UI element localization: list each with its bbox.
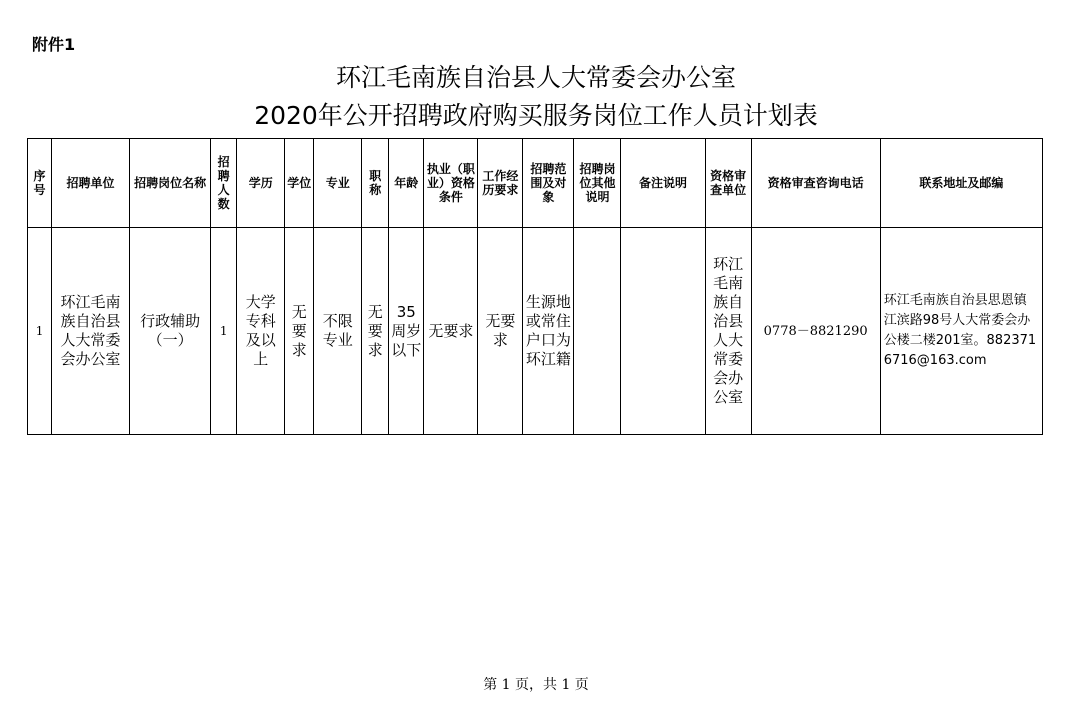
header-education: 学历 xyxy=(237,139,285,228)
cell-degree: 无要求 xyxy=(285,228,314,435)
cell-position: 行政辅助（一） xyxy=(130,228,211,435)
header-address: 联系地址及邮编 xyxy=(880,139,1042,228)
header-count: 招聘人数 xyxy=(211,139,237,228)
cell-education: 大学专科及以上 xyxy=(237,228,285,435)
cell-phone: 0778－8821290 xyxy=(751,228,880,435)
header-position: 招聘岗位名称 xyxy=(130,139,211,228)
cell-count: 1 xyxy=(211,228,237,435)
page-title-line2: 2020年公开招聘政府购买服务岗位工作人员计划表 xyxy=(254,101,818,130)
cell-scope: 生源地或常住户口为环江籍 xyxy=(523,228,574,435)
cell-major: 不限专业 xyxy=(314,228,362,435)
cell-seq: 1 xyxy=(28,228,52,435)
header-major: 专业 xyxy=(314,139,362,228)
header-age: 年龄 xyxy=(389,139,424,228)
attachment-label: 附件1 xyxy=(32,35,76,54)
cell-address: 环江毛南族自治县思恩镇江滨路98号人大常委会办公楼二楼201室。8823716716@163.com xyxy=(880,228,1042,435)
cell-age: 35周岁以下 xyxy=(389,228,424,435)
table-row xyxy=(28,228,1043,435)
header-phone: 资格审查咨询电话 xyxy=(751,139,880,228)
header-remark: 备注说明 xyxy=(621,139,705,228)
cell-title: 无要求 xyxy=(362,228,389,435)
table-header-row xyxy=(28,139,1043,228)
cell-review-unit: 环江毛南族自治县人大常委会办公室 xyxy=(705,228,751,435)
header-experience: 工作经历要求 xyxy=(478,139,523,228)
cell-experience: 无要求 xyxy=(478,228,523,435)
cell-remark xyxy=(621,228,705,435)
cell-unit: 环江毛南族自治县人大常委会办公室 xyxy=(52,228,130,435)
recruitment-plan-table xyxy=(27,138,1043,435)
header-other: 招聘岗位其他说明 xyxy=(574,139,621,228)
header-degree: 学位 xyxy=(285,139,314,228)
header-scope: 招聘范围及对象 xyxy=(523,139,574,228)
page-title-line1: 环江毛南族自治县人大常委会办公室 xyxy=(335,63,736,92)
cell-other xyxy=(574,228,621,435)
header-qualification: 执业（职业）资格条件 xyxy=(424,139,478,228)
header-seq: 序号 xyxy=(28,139,52,228)
cell-qualification: 无要求 xyxy=(424,228,478,435)
header-unit: 招聘单位 xyxy=(52,139,130,228)
header-review-unit: 资格审查单位 xyxy=(705,139,751,228)
page-footer: 第 1 页，共 1 页 xyxy=(483,677,589,693)
header-title: 职称 xyxy=(362,139,389,228)
